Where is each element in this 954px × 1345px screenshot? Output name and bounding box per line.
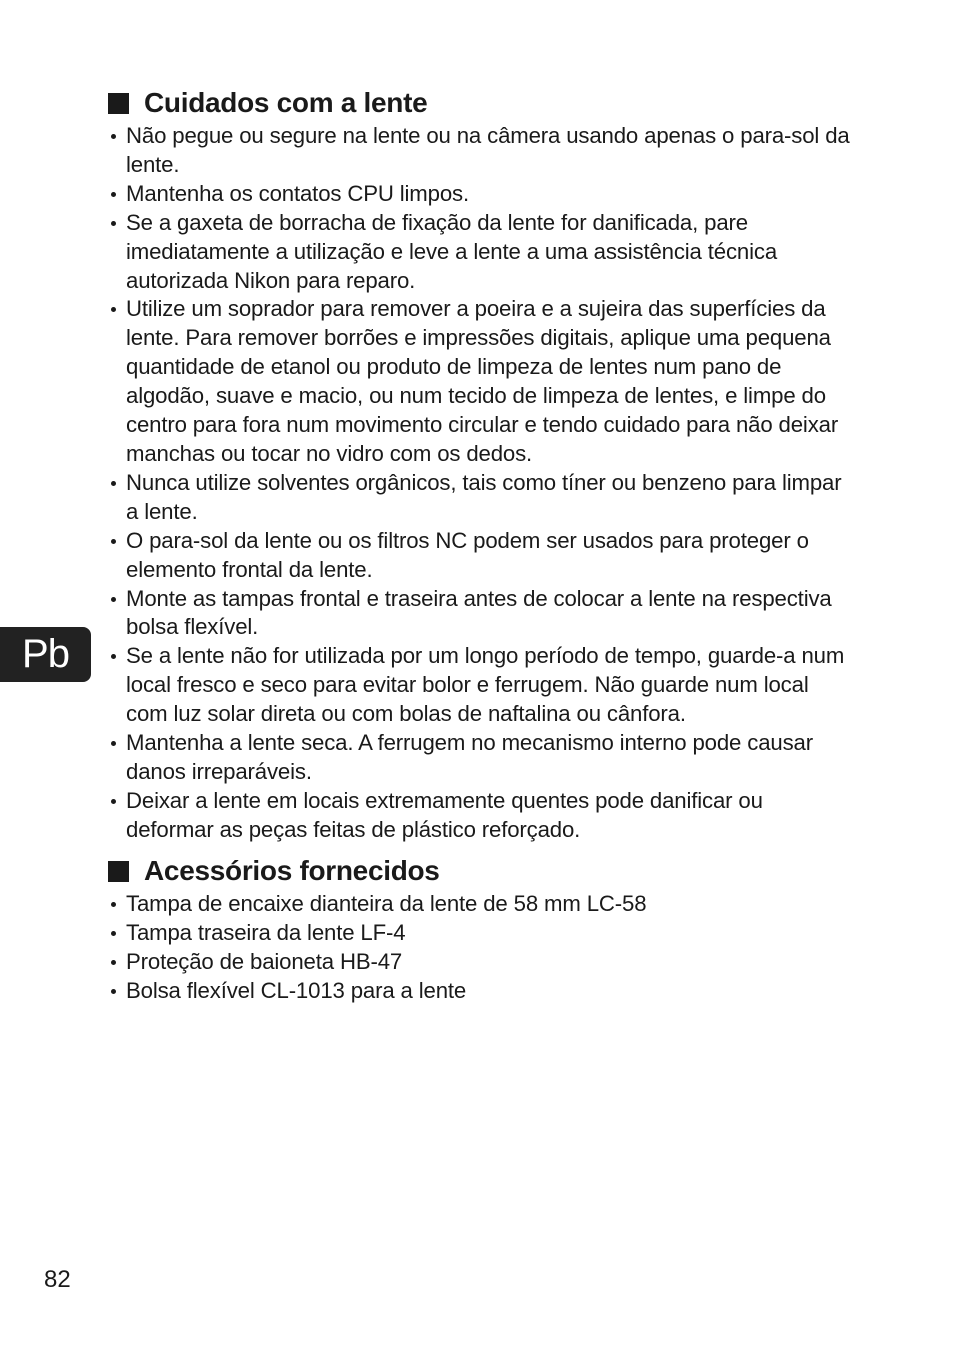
bullet-icon <box>111 654 116 659</box>
bullet-icon <box>111 307 116 312</box>
bullet-icon <box>111 134 116 139</box>
language-tab-label: Pb <box>22 632 69 676</box>
list-item-text: Utilize um soprador para remover a poeira e a sujeira das superfícies da lente. Para remover borrões e impressões digitais, aplique uma pequena quantidade de etanol ou produto de limpeza de lentes num pano de algodão, suave e macio, ou num tecido de limpeza de lentes, e limpe do centro para fora num movimento circular e tendo cuidado para não deixar manchas ou tocar no vidro com os dedos. <box>126 296 839 466</box>
list-item-text: Se a gaxeta de borracha de fixação da lente for danificada, pare imediatamente a utilização e leve a lente a uma assistência técnica autorizada Nikon para reparo. <box>126 209 778 293</box>
list-item <box>108 469 853 527</box>
language-tab <box>0 627 91 682</box>
page-number: 82 <box>44 1266 71 1293</box>
list-item <box>108 948 853 977</box>
section-heading <box>108 84 853 122</box>
bullet-icon <box>111 192 116 197</box>
bullet-list <box>108 122 853 845</box>
list-item-text: Mantenha os contatos CPU limpos. <box>126 180 469 206</box>
list-item-text: O para-sol da lente ou os filtros NC podem ser usados para proteger o elemento frontal da lente. <box>126 527 809 582</box>
section-title: Cuidados com a lente <box>144 87 428 118</box>
list-item-text: Tampa traseira da lente LF-4 <box>126 919 406 945</box>
section-supplied-accessories <box>108 852 853 1006</box>
list-item-text: Proteção de baioneta HB-47 <box>126 948 403 974</box>
list-item-text: Nunca utilize solventes orgânicos, tais como tíner ou benzeno para limpar a lente. <box>126 469 842 524</box>
list-item <box>108 209 853 296</box>
list-item <box>108 180 853 209</box>
list-item <box>108 890 853 919</box>
list-item-text: Bolsa flexível CL-1013 para a lente <box>126 977 467 1003</box>
list-item <box>108 977 853 1006</box>
list-item <box>108 122 853 180</box>
bullet-icon <box>111 597 116 602</box>
bullet-icon <box>111 902 116 907</box>
list-item <box>108 585 853 643</box>
bullet-icon <box>111 221 116 226</box>
bullet-icon <box>111 960 116 965</box>
list-item-text: Mantenha a lente seca. A ferrugem no mecanismo interno pode causar danos irreparáveis. <box>126 730 813 784</box>
section-lens-care <box>108 84 853 845</box>
list-item <box>108 527 853 585</box>
list-item <box>108 295 853 468</box>
bullet-icon <box>111 799 116 804</box>
list-item <box>108 642 853 729</box>
section-title: Acessórios fornecidos <box>144 855 440 886</box>
bullet-list <box>108 890 853 1006</box>
bullet-icon <box>111 741 116 746</box>
bullet-icon <box>111 539 116 544</box>
list-item-text: Não pegue ou segure na lente ou na câmera usando apenas o para-sol da lente. <box>126 123 850 177</box>
bullet-icon <box>111 931 116 936</box>
list-item-text: Monte as tampas frontal e traseira antes de colocar a lente na respectiva bolsa flexível. <box>126 585 832 640</box>
bullet-icon <box>111 481 116 486</box>
list-item <box>108 919 853 948</box>
square-bullet-icon <box>108 861 129 882</box>
section-heading <box>108 852 853 890</box>
list-item-text: Se a lente não for utilizada por um longo período de tempo, guarde-a num local fresco e seco para evitar bolor e ferrugem. Não guarde num local com luz solar direta ou com bolas de naftalina ou cânfora. <box>126 643 845 727</box>
square-bullet-icon <box>108 93 129 114</box>
bullet-icon <box>111 989 116 994</box>
list-item <box>108 787 853 845</box>
list-item-text: Deixar a lente em locais extremamente quentes pode danificar ou deformar as peças feitas de plástico reforçado. <box>126 787 763 842</box>
list-item <box>108 729 853 787</box>
list-item-text: Tampa de encaixe dianteira da lente de 58 mm LC-58 <box>126 891 647 916</box>
